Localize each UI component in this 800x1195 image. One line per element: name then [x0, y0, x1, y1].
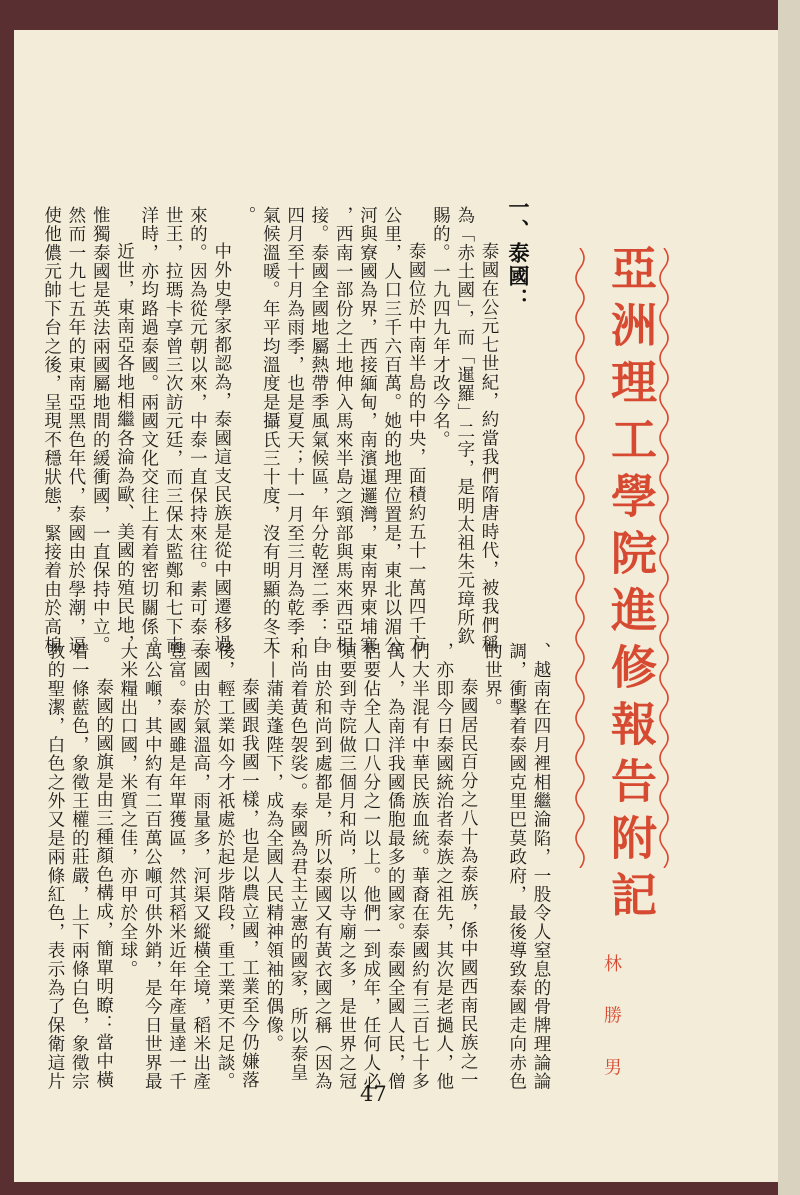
text-column: 氣候溫暖。年平均溫度是攝氏三十度，沒有明顯的冬天 — [260, 206, 281, 655]
text-column: 為「赤土國」，而「暹羅」二字，是明太祖朱元璋所欽 — [454, 206, 475, 647]
text-column: 泰國位於中南半島的中央，面積約五十一萬四千方 — [406, 242, 427, 654]
text-column: 們大半混有中華民族血統。華裔在泰國約有三百七十多 — [409, 642, 430, 1091]
text-column: 教的聖潔，白色之外又是兩條紅色，表示為了保衛這片 — [45, 642, 65, 1091]
text-column: 接。泰國全國地屬熱帶季風氣候區，年分乾溼二季：自 — [308, 206, 329, 655]
decorative-wave-left — [572, 248, 588, 868]
text-column: 萬公噸，其中約有二百萬公噸可供外銷，是今日世界最 — [142, 642, 163, 1091]
article-title: 亞洲理工學院進修報告附記 — [604, 244, 658, 928]
text-column: 侶要佔全人口八分之一以上。他們一到成年，任何人必 — [360, 642, 381, 1091]
text-column: 來的。因為從元朝以來，中泰一直保持來往。素可泰二 — [187, 206, 208, 655]
text-column: 須要到寺院做三個月和尚，所以寺廟之多，是世界之冠 — [336, 642, 357, 1091]
text-column: 。由於和尚到處都是，所以泰國又有黃衣國之稱（因為 — [312, 642, 333, 1091]
section-heading: 一、泰國： — [506, 196, 531, 311]
text-column: 豐富。泰國雖是年單獲區，然其稻米近年年產量達一千 — [166, 642, 187, 1091]
text-column: 然而一九七五年的東南亞黑色年代，泰國由於學潮，逼 — [65, 206, 86, 655]
text-column: 後，輕工業如今才祇處於起步階段，重工業更不足談。 — [215, 642, 236, 1091]
text-column: 、越南在四月裡相繼淪陷，一股令人窒息的骨牌理論論 — [531, 642, 551, 1091]
author-name: 林 勝 男 — [601, 954, 622, 1090]
text-column: ，亦即今日泰國統治者泰族之祖先，其次是老撾人，他 — [433, 642, 454, 1091]
next-page-edge — [778, 0, 800, 1195]
text-column: 四月至十月為雨季，也是夏天；十一月至三月為乾季， — [284, 206, 305, 655]
text-column: ——蒲美蓬陛下，成為全國人民精神領袖的偶像。 — [263, 642, 284, 1054]
text-column: 和尚着黃色袈裟）。泰國為君主立憲的國家，所以泰皇 — [288, 642, 308, 1083]
text-column: 公里，人口三千六百萬。她的地理位置是，東北以湄公 — [381, 206, 402, 655]
text-column: 泰國在公元七世紀，約當我們隋唐時代，被我們稱 — [479, 242, 499, 654]
text-column: 泰國的國旗是由三種顏色構成，簡單明瞭：當中橫 — [93, 678, 114, 1090]
text-column: 。 — [236, 206, 256, 225]
text-column: 萬人，為南洋我國僑胞最多的國家。泰國全國人民，僧 — [385, 642, 406, 1091]
text-column: 河與寮國為界，西接緬甸，南濱暹邏灣，東南界柬埔寨 — [357, 206, 378, 655]
text-column: 世王，拉瑪卡享曾三次訪元廷，而三保太監鄭和七下南 — [163, 206, 184, 655]
text-column: 近世，東南亞各地相繼各淪為歐、美國的殖民地， — [114, 242, 135, 654]
text-column: 泰國由於氣溫高，雨量多，河渠又縱橫全境，稻米出產 — [190, 642, 211, 1091]
page-number: 47 — [360, 1082, 387, 1106]
text-column: 惟獨泰國是英法兩國屬地間的緩衝國，一直保持中立。 — [90, 206, 111, 655]
text-column: ，西南一部份之土地伸入馬來半島之頸部與馬來西亞相 — [333, 206, 354, 655]
text-column: 中外史學家都認為，泰國這支民族是從中國遷移過 — [211, 242, 232, 654]
text-column: 賜的。一九四九年才改今名。 — [430, 206, 451, 450]
text-column: 泰國居民百分之八十為泰族，係中國西南民族之一 — [458, 678, 479, 1090]
text-column: 洋時，亦均路過泰國。兩國文化交往上有着密切關係。 — [138, 206, 159, 655]
text-column: 泰國跟我國一樣，也是以農立國，工業至今仍嫌落 — [239, 678, 260, 1090]
text-column: 大米糧出口國，米質之佳，亦甲於全球。 — [117, 642, 138, 979]
text-column: 使他儂元帥下台之後，呈現不穩狀態，緊接着由於高棉 — [41, 206, 62, 655]
text-column: 的世界。 — [482, 642, 503, 717]
text-column: 調，衝擊着泰國克里巴莫政府，最後導致泰國走向赤色 — [506, 642, 527, 1091]
text-column: 着一條藍色，象徵王權的莊嚴，上下兩條白色，象徵宗 — [69, 642, 90, 1091]
